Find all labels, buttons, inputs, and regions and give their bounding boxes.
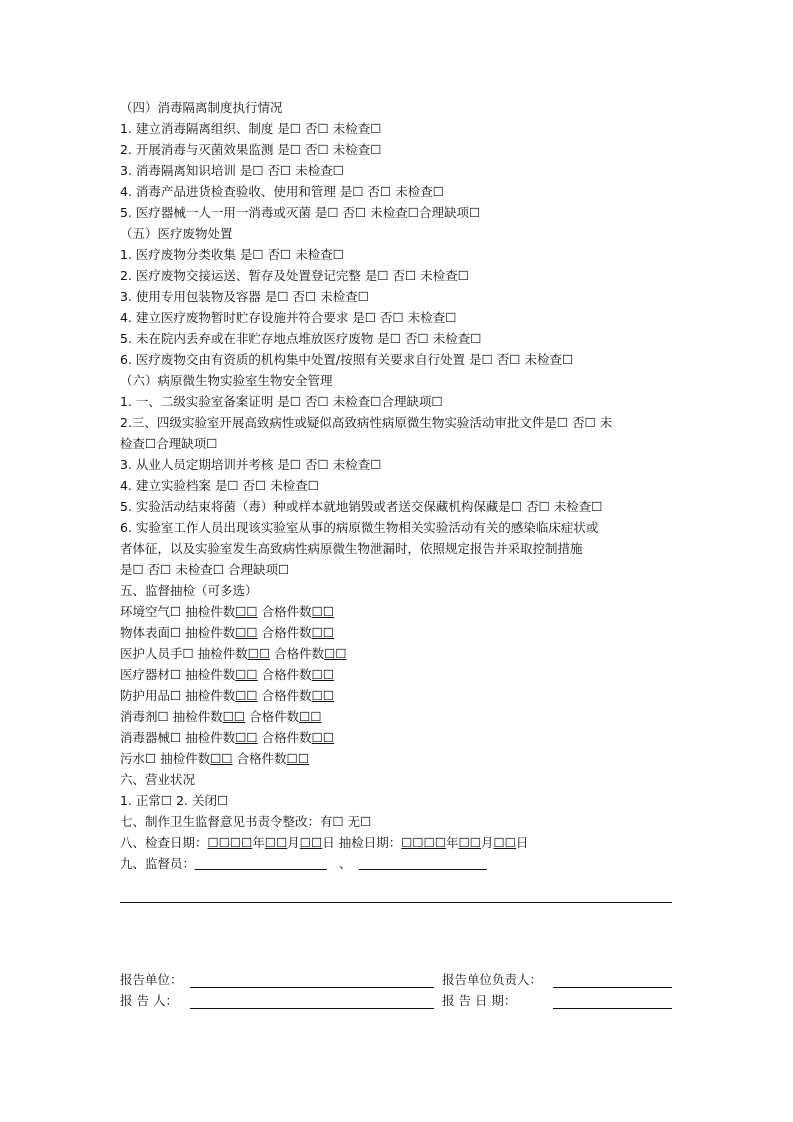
sampling-item-name: 防护用品☐ (120, 688, 182, 703)
inspector-row (120, 856, 487, 872)
unit-head-label: 报告单位负责人： (442, 972, 543, 987)
sampled-label: 抽检件数 (197, 646, 248, 661)
month-char: 月 (287, 835, 300, 850)
section6-item-3: 3. 从业人员定期培训并考核 是☐ 否☐ 未检查☐ (120, 457, 382, 472)
section6-title: （六）病原微生物实验室生物安全管理 (120, 373, 333, 388)
section6-item-4: 4. 建立实验档案 是☐ 否☐ 未检查☐ (120, 478, 319, 493)
section6-item-6-line2: 者体征，以及实验室发生高致病性病原微生物泄漏时，依照规定报告并采取控制措施 (120, 541, 583, 556)
section5-item-1: 1. 医疗废物分类收集 是☐ 否☐ 未检查☐ (120, 247, 344, 262)
qualified-label: 合格件数 (261, 667, 312, 682)
qualified-label: 合格件数 (261, 625, 312, 640)
sampled-count-boxes[interactable]: ☐☐ (210, 751, 233, 766)
report-date-field[interactable] (553, 1008, 672, 1009)
sampling-item-name: 污水☐ (120, 751, 157, 766)
inspection-year-boxes[interactable]: ☐☐☐☐ (207, 835, 253, 850)
qualified-label: 合格件数 (236, 751, 287, 766)
inspector-2-field[interactable] (359, 856, 487, 870)
sampled-count-boxes[interactable]: ☐☐ (235, 688, 258, 703)
sampling-row (120, 667, 334, 683)
section6-item-2-line1: 2.三、四级实验室开展高致病性或疑似高致病性病原微生物实验活动审批文件是☐ 否☐ 未 (120, 415, 613, 430)
inspection-date-label: 八、检查日期： (120, 835, 208, 850)
section5-item-4: 4. 建立医疗废物暂时贮存设施并符合要求 是☐ 否☐ 未检查☐ (120, 310, 457, 325)
qualified-count-boxes[interactable]: ☐☐ (311, 688, 335, 703)
sample-month-boxes[interactable]: ☐☐ (458, 835, 481, 850)
sampled-count-boxes[interactable]: ☐☐ (235, 730, 258, 745)
sampled-count-boxes[interactable]: ☐☐ (222, 709, 246, 724)
section5-item-2: 2. 医疗废物交接运送、暂存及处置登记完整 是☐ 否☐ 未检查☐ (120, 268, 469, 283)
section6-item-1: 1. 一、二级实验室备案证明 是☐ 否☐ 未检查☐合理缺项☐ (120, 394, 443, 409)
qualified-label: 合格件数 (249, 709, 300, 724)
qualified-label: 合格件数 (261, 730, 312, 745)
business-status-options[interactable]: 1. 正常☐ 2. 关闭☐ (120, 793, 229, 808)
month-char: 月 (480, 835, 494, 850)
reporter-label: 报 告 人： (120, 993, 178, 1008)
day-char: 日 (322, 835, 335, 850)
sampled-label: 抽检件数 (172, 709, 223, 724)
inspector-1-field[interactable] (195, 856, 327, 870)
business-status-title: 六、营业状况 (120, 772, 196, 787)
section-divider (120, 902, 672, 903)
sampling-row (120, 604, 334, 620)
sample-day-boxes[interactable]: ☐☐ (493, 835, 516, 850)
qualified-count-boxes[interactable]: ☐☐ (324, 646, 347, 661)
sampled-label: 抽检件数 (185, 625, 236, 640)
section4-item-1: 1. 建立消毒隔离组织、制度 是☐ 否☐ 未检查☐ (120, 121, 382, 136)
qualified-label: 合格件数 (261, 604, 312, 619)
inspection-date-row (120, 835, 528, 851)
qualified-count-boxes[interactable]: ☐☐ (311, 604, 335, 619)
sampling-item-name: 消毒器械☐ (120, 730, 182, 745)
section5-item-5: 5. 未在院内丢弃或在非贮存地点堆放医疗废物 是☐ 否☐ 未检查☐ (120, 331, 482, 346)
section4-title: （四）消毒隔离制度执行情况 (120, 100, 283, 115)
qualified-count-boxes[interactable]: ☐☐ (311, 625, 335, 640)
sampled-label: 抽检件数 (185, 730, 236, 745)
report-date-label: 报 告 日 期： (442, 993, 517, 1008)
section5-item-3: 3. 使用专用包装物及容器 是☐ 否☐ 未检查☐ (120, 289, 369, 304)
section6-item-6-line3: 是☐ 否☐ 未检查☐ 合理缺项☐ (120, 562, 290, 577)
section4-item-2: 2. 开展消毒与灭菌效果监测 是☐ 否☐ 未检查☐ (120, 142, 382, 157)
qualified-label: 合格件数 (274, 646, 325, 661)
sampling-row (120, 751, 309, 767)
sampling-title: 五、监督抽检（可多选） (120, 583, 258, 598)
section6-item-5: 5. 实验活动结束将菌（毒）种或样本就地销毁或者送交保藏机构保藏是☐ 否☐ 未检查☐ (120, 499, 603, 514)
sampling-row (120, 625, 334, 641)
rectification-opinion[interactable]: 七、制作卫生监督意见书责令整改：有☐ 无☐ (120, 814, 372, 829)
sampling-row (120, 709, 322, 725)
inspection-month-boxes[interactable]: ☐☐ (264, 835, 288, 850)
sampling-item-name: 医护人员手☐ (120, 646, 194, 661)
section6-item-6-line1: 6. 实验室工作人员出现该实验室从事的病原微生物相关实验活动有关的感染临床症状或 (120, 520, 599, 535)
sampled-count-boxes[interactable]: ☐☐ (235, 667, 258, 682)
section4-item-5: 5. 医疗器械一人一用一消毒或灭菌 是☐ 否☐ 未检查☐合理缺项☐ (120, 205, 481, 220)
year-char: 年 (252, 835, 265, 850)
section4-item-3: 3. 消毒隔离知识培训 是☐ 否☐ 未检查☐ (120, 163, 344, 178)
sample-date-label: 抽检日期： (334, 835, 402, 850)
sampling-row (120, 688, 334, 704)
section4-item-4: 4. 消毒产品进货检查验收、使用和管理 是☐ 否☐ 未检查☐ (120, 184, 444, 199)
sampling-row (120, 730, 334, 746)
day-char: 日 (515, 835, 529, 850)
sampling-item-name: 医疗器材☐ (120, 667, 182, 682)
sampled-count-boxes[interactable]: ☐☐ (247, 646, 271, 661)
report-unit-label: 报告单位： (120, 972, 183, 987)
sampling-row (120, 646, 347, 662)
sampled-label: 抽检件数 (185, 688, 236, 703)
section5-item-6: 6. 医疗废物交由有资质的机构集中处置/按照有关要求自行处置 是☐ 否☐ 未检查☐ (120, 352, 574, 367)
qualified-count-boxes[interactable]: ☐☐ (299, 709, 322, 724)
inspection-day-boxes[interactable]: ☐☐ (299, 835, 323, 850)
sampled-count-boxes[interactable]: ☐☐ (235, 625, 258, 640)
qualified-count-boxes[interactable]: ☐☐ (311, 730, 335, 745)
sample-year-boxes[interactable]: ☐☐☐☐ (401, 835, 447, 850)
section6-item-2-line2: 检查☐合理缺项☐ (120, 436, 218, 451)
reporter-field[interactable] (190, 1008, 434, 1009)
sampled-count-boxes[interactable]: ☐☐ (235, 604, 258, 619)
qualified-count-boxes[interactable]: ☐☐ (286, 751, 310, 766)
sampling-item-name: 环境空气☐ (120, 604, 182, 619)
section5-title: （五）医疗废物处置 (120, 226, 233, 241)
sampled-label: 抽检件数 (160, 751, 211, 766)
unit-head-field[interactable] (553, 987, 672, 988)
sampled-label: 抽检件数 (185, 604, 236, 619)
sampling-item-name: 消毒剂☐ (120, 709, 169, 724)
inspector-separator: 、 (338, 856, 352, 871)
year-char: 年 (446, 835, 459, 850)
sampling-item-name: 物体表面☐ (120, 625, 182, 640)
inspector-label: 九、监督员： (120, 856, 196, 871)
qualified-label: 合格件数 (261, 688, 312, 703)
qualified-count-boxes[interactable]: ☐☐ (311, 667, 335, 682)
sampled-label: 抽检件数 (185, 667, 236, 682)
report-unit-field[interactable] (190, 987, 434, 988)
